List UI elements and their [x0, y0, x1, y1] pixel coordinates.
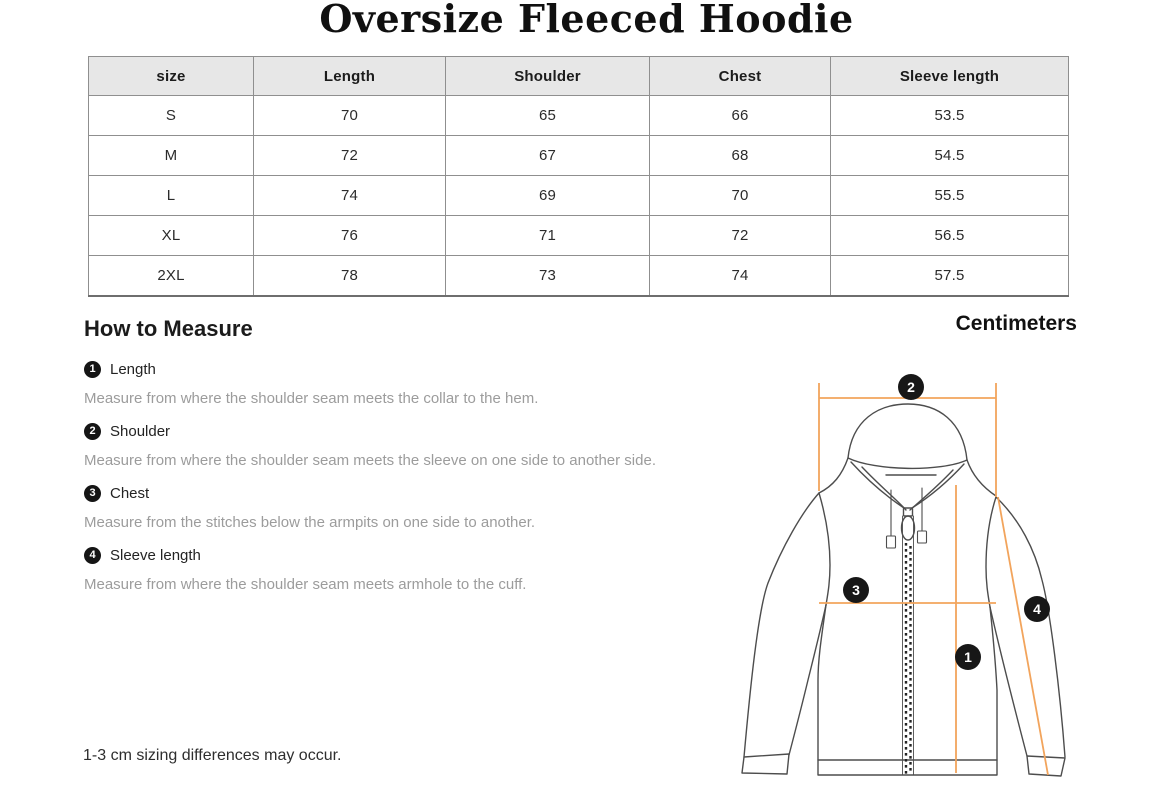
measure-item-sleeve-length: [84, 546, 724, 594]
cell-length: 72: [254, 136, 446, 176]
diagram-badge-2: [898, 374, 924, 400]
cell-sleeve: 55.5: [831, 176, 1069, 216]
col-header-shoulder: Shoulder: [446, 57, 650, 96]
cell-sleeve: 56.5: [831, 216, 1069, 256]
diagram-badge-4: [1024, 596, 1050, 622]
size-table-header-row: [89, 57, 1069, 96]
cell-size: S: [89, 96, 254, 136]
measure-item-head: [84, 546, 724, 564]
cell-length: 78: [254, 256, 446, 296]
cell-sleeve: 54.5: [831, 136, 1069, 176]
size-table: [88, 56, 1069, 297]
measure-description: Measure from where the shoulder seam meets armhole to the cuff.: [84, 576, 527, 593]
diagram-badge-3: [843, 577, 869, 603]
measure-item-chest: [84, 484, 724, 532]
col-header-sleeve-length: Sleeve length: [831, 57, 1069, 96]
number-1-badge-icon: 1: [84, 361, 101, 378]
col-header-size: size: [89, 57, 254, 96]
number-2-badge-icon: 2: [84, 423, 101, 440]
cell-size: L: [89, 176, 254, 216]
page-title: Oversize Fleeced Hoodie: [319, 0, 854, 41]
badge-1-number: 1: [964, 649, 972, 665]
hoodie-measurement-diagram: [740, 360, 1160, 800]
col-header-chest: Chest: [650, 57, 831, 96]
badge-4-number: 4: [1033, 601, 1041, 617]
cell-size: XL: [89, 216, 254, 256]
measure-line-sleeve: [998, 497, 1048, 775]
cell-size: M: [89, 136, 254, 176]
badge-2-number: 2: [907, 379, 915, 395]
cell-shoulder: 69: [446, 176, 650, 216]
number-4-badge-icon: 4: [84, 547, 101, 564]
measure-list: [84, 360, 724, 608]
measure-item-length: [84, 360, 724, 408]
measure-description: Measure from the stitches below the armpits on one side to another.: [84, 514, 536, 531]
centimeters-label: Centimeters: [955, 312, 1077, 335]
cell-chest: 66: [650, 96, 831, 136]
cell-length: 70: [254, 96, 446, 136]
measure-item-head: [84, 360, 724, 378]
cell-length: 76: [254, 216, 446, 256]
cell-sleeve: 57.5: [831, 256, 1069, 296]
cell-shoulder: 65: [446, 96, 650, 136]
table-row-s: [89, 96, 1069, 136]
table-row-l: [89, 176, 1069, 216]
cell-chest: 68: [650, 136, 831, 176]
badge-3-number: 3: [852, 582, 860, 598]
measure-item-head: [84, 422, 724, 440]
measure-label: Chest: [110, 484, 150, 502]
table-row-2xl: [89, 256, 1069, 296]
cell-size: 2XL: [89, 256, 254, 296]
measure-description: Measure from where the shoulder seam meets the collar to the hem.: [84, 390, 539, 407]
cell-length: 74: [254, 176, 446, 216]
table-row-m: [89, 136, 1069, 176]
col-header-length: Length: [254, 57, 446, 96]
measure-item-shoulder: [84, 422, 724, 470]
measure-label: Shoulder: [110, 422, 171, 440]
cell-shoulder: 71: [446, 216, 650, 256]
table-row-xl: [89, 216, 1069, 256]
sizing-footnote: 1-3 cm sizing differences may occur.: [83, 747, 342, 764]
hoodie-outline-icon: [742, 404, 1065, 776]
cell-chest: 74: [650, 256, 831, 296]
measure-label: Length: [110, 360, 156, 378]
how-to-measure-heading: How to Measure: [84, 316, 253, 341]
cell-shoulder: 73: [446, 256, 650, 296]
diagram-badge-1: [955, 644, 981, 670]
measure-description: Measure from where the shoulder seam meets the sleeve on one side to another side.: [84, 452, 656, 469]
measure-item-head: [84, 484, 724, 502]
cell-shoulder: 67: [446, 136, 650, 176]
cell-sleeve: 53.5: [831, 96, 1069, 136]
cell-chest: 70: [650, 176, 831, 216]
number-3-badge-icon: 3: [84, 485, 101, 502]
zipper-teeth-icon: [906, 543, 911, 774]
measure-label: Sleeve length: [110, 546, 201, 564]
cell-chest: 72: [650, 216, 831, 256]
